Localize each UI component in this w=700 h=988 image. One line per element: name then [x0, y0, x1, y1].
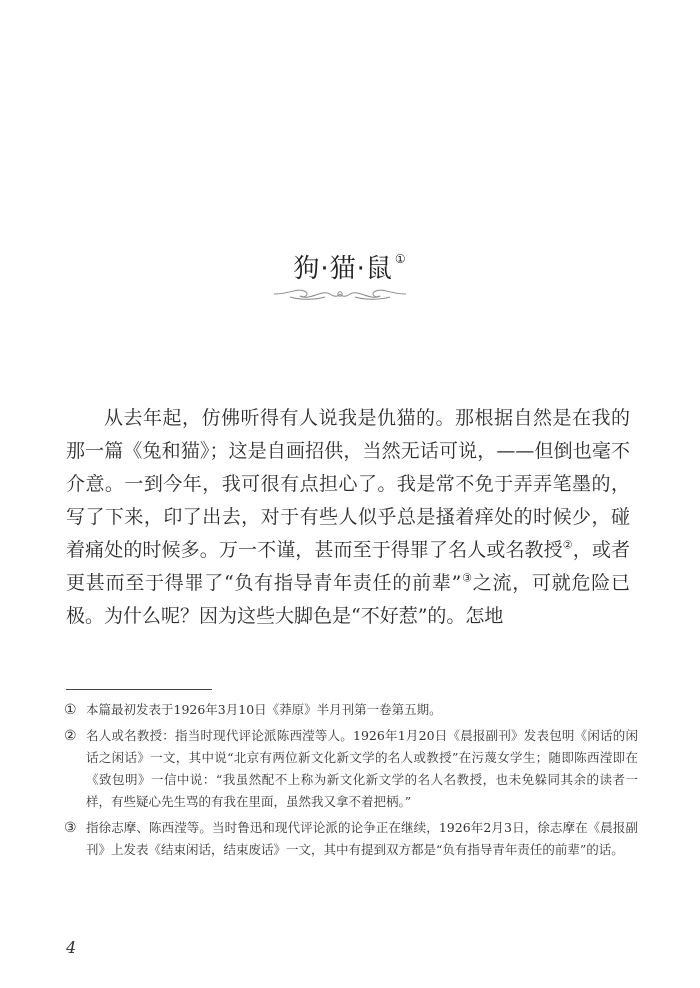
title-footnote-mark: ①	[394, 252, 407, 267]
footnote-mark: ③	[64, 820, 77, 836]
body-text	[66, 402, 630, 633]
footnote-item	[64, 699, 638, 721]
footnote-text: 指徐志摩、陈西滢等。当时鲁迅和现代评论派的论争正在继续，1926年2月3日，徐志摩在《晨报副刊》上发表《结束闲话，结束废话》一文，其中有提到双方都是“负有指导青年责任的前辈”的话。	[86, 820, 638, 857]
footnote-mark: ②	[64, 728, 77, 744]
footnote-item	[64, 817, 638, 861]
ornament-divider	[270, 285, 410, 303]
footnote-text: 本篇最初发表于1926年3月10日《莽原》半月刊第一卷第五期。	[86, 702, 442, 717]
body-paragraph: 从去年起，仿佛听得有人说我是仇猫的。那根据自然是在我的那一篇《兔和猫》；这是自画招供，当然无话可说，——但倒也毫不介意。一到今年，我可很有点担心了。我是常不免于弄弄笔墨的，写了下来，印了出去，对于有些人似乎总是搔着痒处的时候少，碰着痛处的时候多。万一不谨，甚而至于得罪了名人或名教授②，或者更甚而至于得罪了“负有指导青年责任的前辈”③之流，可就危险已极。为什么呢？因为这些大脚色是“不好惹”的。怎地	[66, 407, 630, 627]
footnote-ref-3[interactable]: ③	[461, 571, 473, 585]
chapter-title	[0, 248, 700, 285]
footnote-item	[64, 725, 638, 813]
page-number: 4	[66, 938, 77, 957]
footnote-ref-2[interactable]: ②	[562, 538, 573, 552]
chapter-title-text: 狗·猫·鼠	[293, 254, 393, 284]
footnote-text: 名人或名教授：指当时现代评论派陈西滢等人。1926年1月20日《晨报副刊》发表包明《闲话的闲话之闲话》一文，其中说“北京有两位新文化新文学的名人或教授”在污蔑女学生；随即陈西滢即在《致包明》一信中说：“我虽然配不上称为新文化新文学的名人名教授，也未免躲同其余的读者一样，有些疑心先生骂的有我在里面，虽然我又拿不着把柄。”	[86, 728, 638, 809]
footnotes	[64, 699, 638, 865]
footnote-mark: ①	[64, 702, 77, 718]
footnote-rule	[66, 689, 212, 690]
